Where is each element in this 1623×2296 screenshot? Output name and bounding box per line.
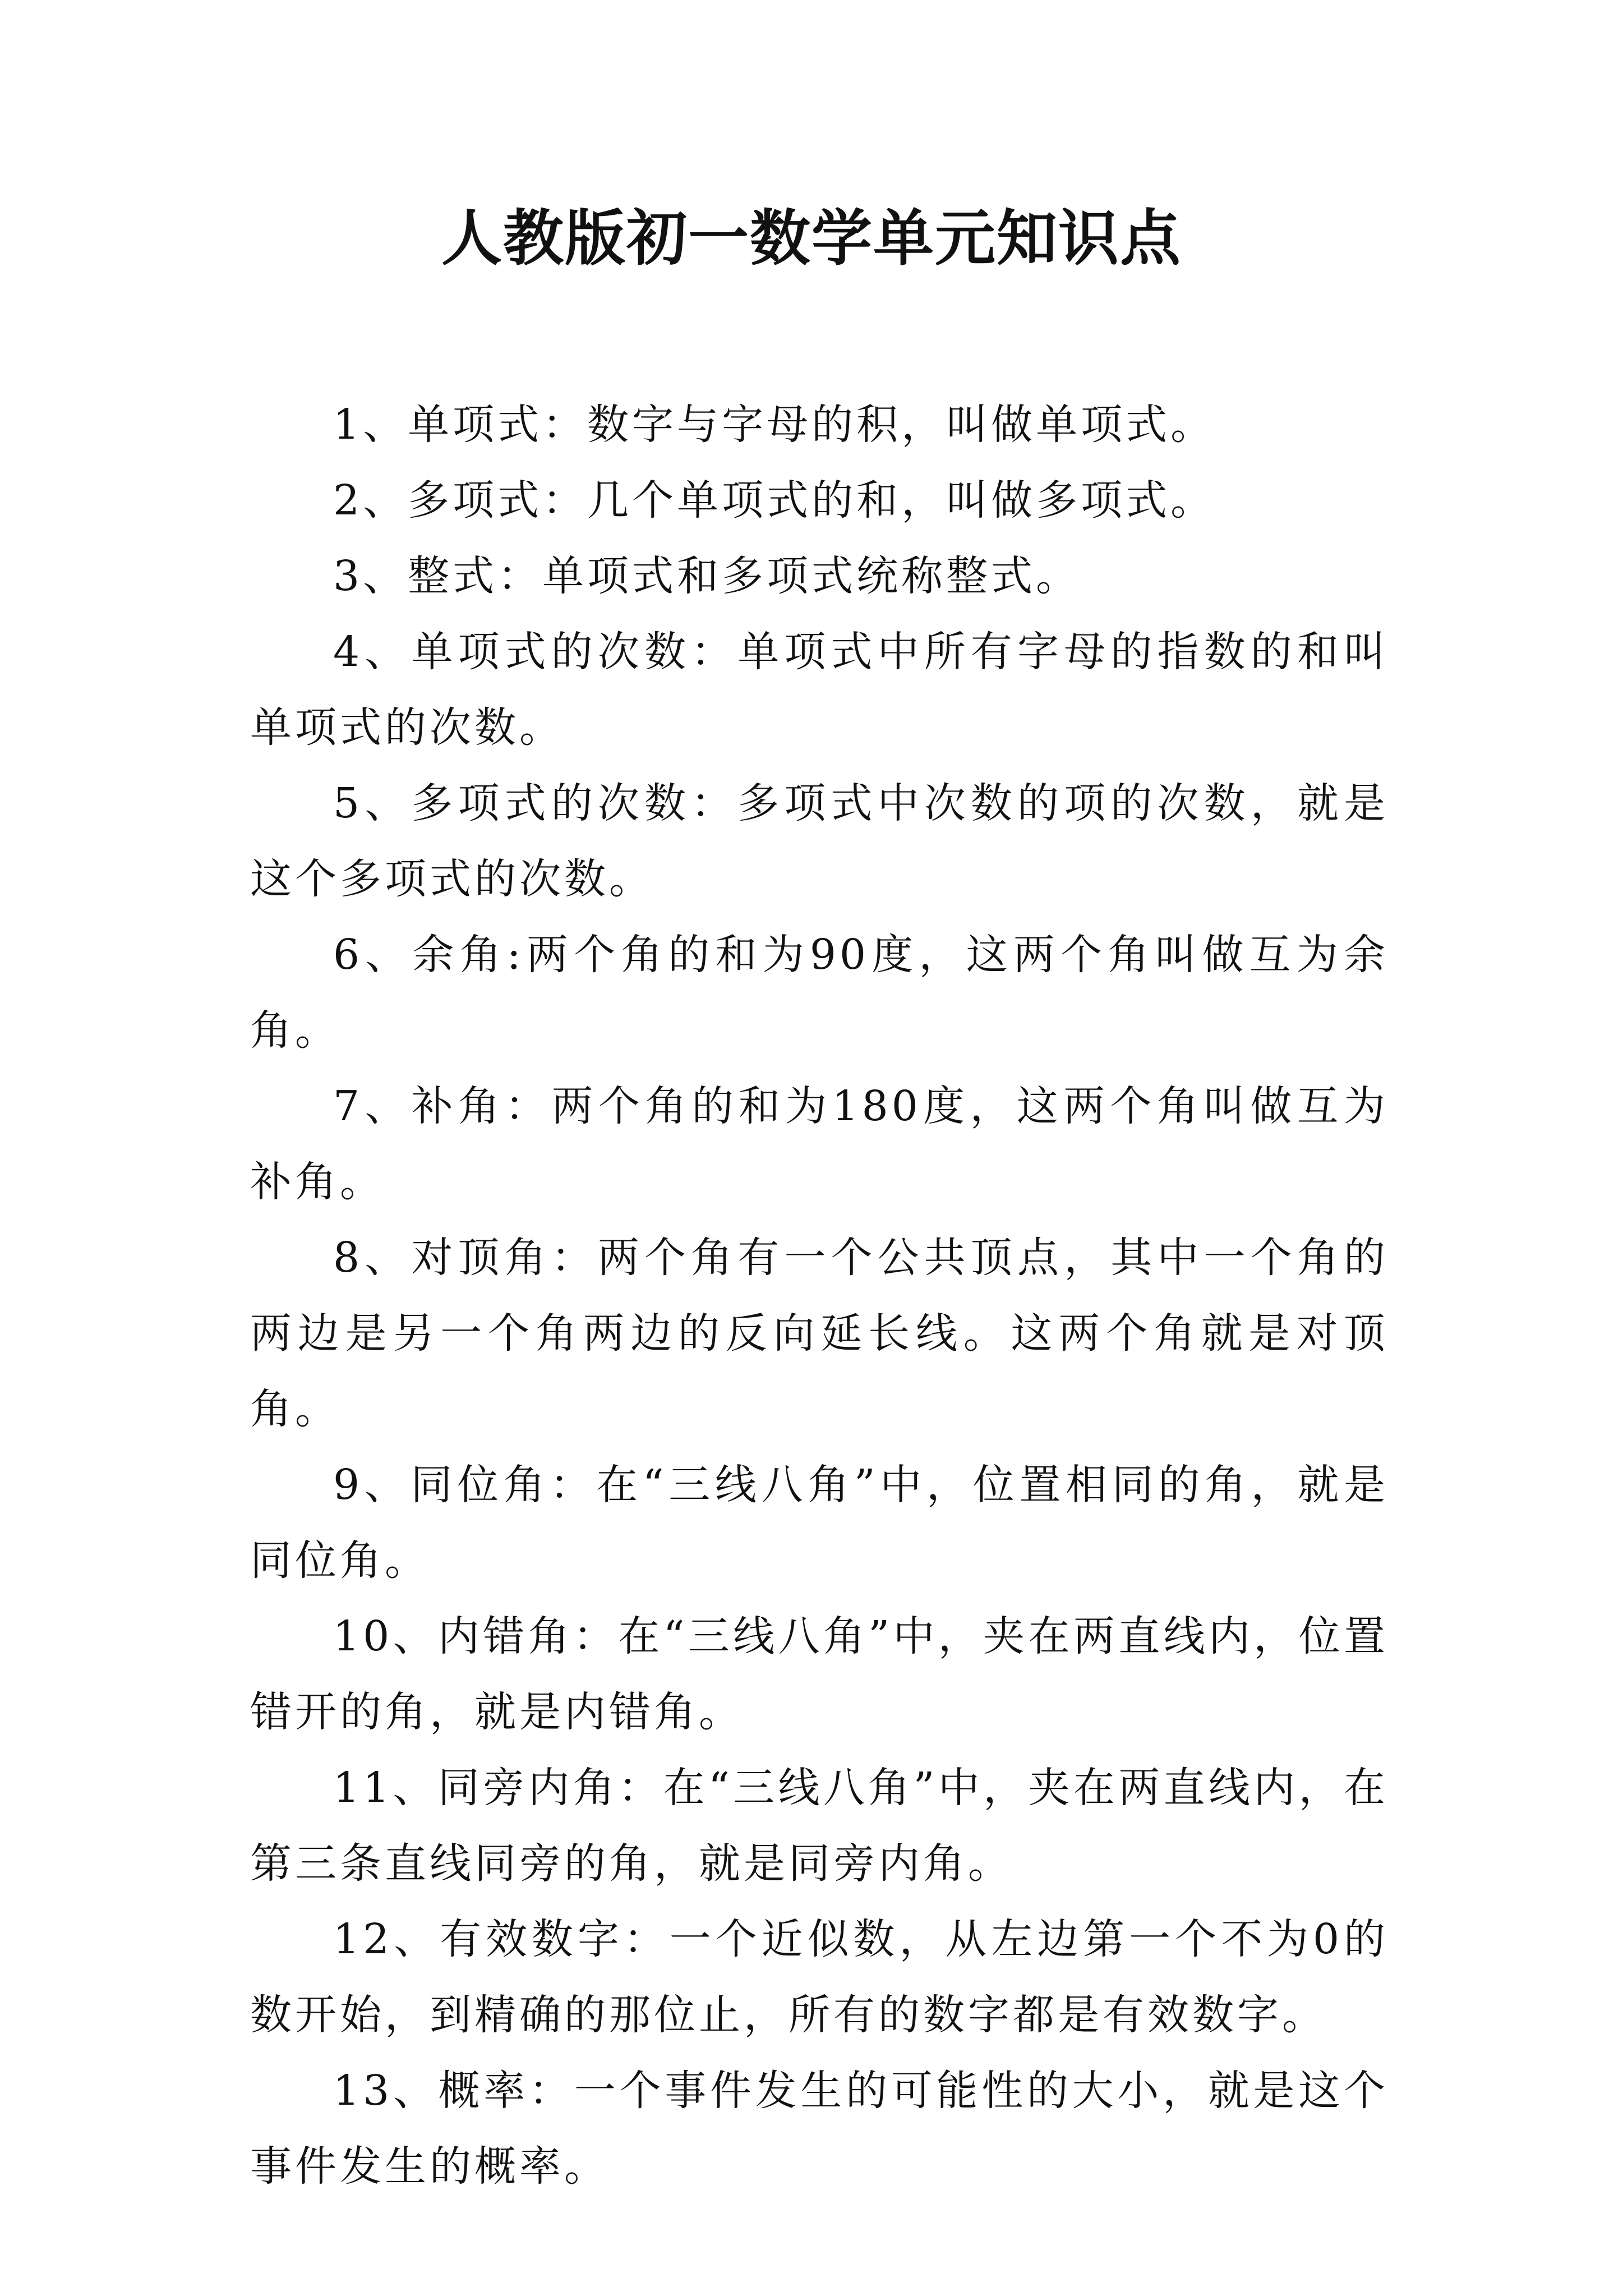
paragraph-8: 8、对顶角：两个角有一个公共顶点，其中一个角的两边是另一个角两边的反向延长线。这两个角就是对顶角。 bbox=[250, 1234, 1389, 1433]
paragraph-11: 11、同旁内角：在“三线八角”中，夹在两直线内，在第三条直线同旁的角，就是同旁内角。 bbox=[250, 1764, 1389, 1888]
paragraph-3: 3、整式：单项式和多项式统称整式。 bbox=[333, 552, 1081, 600]
paragraph-4: 4、单项式的次数：单项式中所有字母的指数的和叫单项式的次数。 bbox=[250, 628, 1389, 752]
paragraph-10: 10、内错角：在“三线八角”中，夹在两直线内，位置错开的角，就是内错角。 bbox=[250, 1612, 1389, 1736]
paragraph-12: 12、有效数字：一个近似数，从左边第一个不为0的数开始，到精确的那位止，所有的数字都是有效数字。 bbox=[250, 1915, 1389, 2039]
paragraph-2: 2、多项式：几个单项式的和，叫做多项式。 bbox=[333, 476, 1216, 524]
paragraph-7: 7、补角：两个角的和为180度，这两个角叫做互为补角。 bbox=[250, 1082, 1389, 1206]
document-title: 人教版初一数学单元知识点 bbox=[441, 203, 1182, 274]
paragraph-6: 6、余角:两个角的和为90度，这两个角叫做互为余角。 bbox=[250, 931, 1389, 1055]
paragraph-1: 1、单项式：数字与字母的积，叫做单项式。 bbox=[333, 401, 1216, 449]
paragraph-13: 13、概率：一个事件发生的可能性的大小，就是这个事件发生的概率。 bbox=[250, 2067, 1389, 2191]
paragraph-9: 9、同位角：在“三线八角”中，位置相同的角，就是同位角。 bbox=[250, 1461, 1389, 1585]
paragraph-5: 5、多项式的次数：多项式中次数的项的次数，就是这个多项式的次数。 bbox=[250, 779, 1389, 903]
document-body bbox=[250, 387, 1389, 2205]
